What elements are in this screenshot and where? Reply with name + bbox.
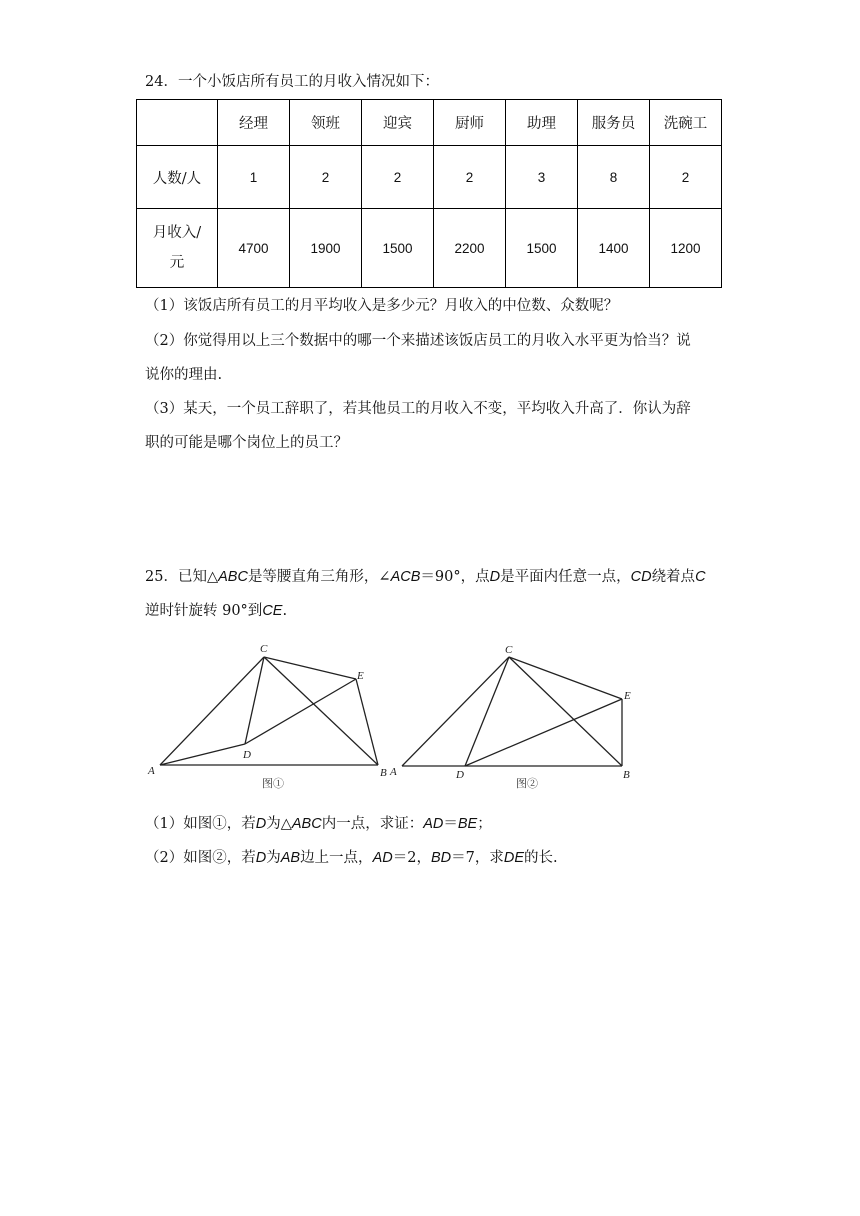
fig1-label-a: A — [148, 765, 155, 777]
math-var: D — [255, 850, 267, 866]
fig2-label-a: A — [390, 766, 397, 778]
question-25-sub2 — [145, 848, 558, 868]
fig1-caption: 图① — [262, 778, 284, 790]
fig2-line-ce — [509, 657, 622, 699]
table-cell: 1500 — [362, 209, 434, 288]
table-header-cell: 洗碗工 — [650, 100, 722, 146]
fig1-label-e: E — [357, 670, 364, 682]
table-cell: 2 — [434, 146, 506, 209]
math-var: D — [255, 816, 267, 832]
text: ＝7，求 — [451, 850, 504, 866]
text: 的长. — [524, 850, 558, 866]
row-label-income-line1: 月收入/ — [152, 225, 202, 241]
text: 内一点，求证： — [321, 816, 424, 832]
row-label-count: 人数/人 — [137, 146, 218, 209]
math-var: DE — [503, 850, 524, 866]
table-cell: 2 — [650, 146, 722, 209]
figure-1 — [160, 657, 378, 765]
fig1-line-cd — [245, 657, 264, 744]
fig2-line-ac — [402, 657, 509, 766]
math-var: AD — [372, 850, 393, 866]
table-cell: 2 — [290, 146, 362, 209]
text: ＝ — [443, 816, 458, 832]
table-cell: 3 — [506, 146, 578, 209]
text: 25．已知△ — [145, 569, 219, 585]
text: 逆时针旋转 90°到 — [145, 603, 263, 619]
fig1-label-b: B — [380, 767, 387, 779]
fig2-label-e: E — [624, 690, 631, 702]
table-cell: 1500 — [506, 209, 578, 288]
question-24-sub2-line2: 说你的理由. — [145, 367, 223, 383]
table-cell: 2 — [362, 146, 434, 209]
math-var: BE — [457, 816, 478, 832]
text: （2）如图②，若 — [145, 850, 256, 866]
math-var: ABC — [291, 816, 322, 832]
table-header-cell: 迎宾 — [362, 100, 434, 146]
math-var: BD — [430, 850, 452, 866]
math-var: CD — [630, 569, 652, 585]
text: . — [282, 603, 288, 619]
fig1-line-ad — [160, 744, 245, 765]
question-24-sub3-line2: 职的可能是哪个岗位上的员工？ — [145, 435, 348, 451]
question-24-sub1: （1）该饭店所有员工的月平均收入是多少元？月收入的中位数、众数呢？ — [145, 298, 619, 314]
table-header-cell: 领班 — [290, 100, 362, 146]
math-var: C — [695, 569, 706, 585]
question-24-stem: 24．一个小饭店所有员工的月收入情况如下： — [145, 74, 439, 90]
math-var: D — [489, 569, 501, 585]
table-header-cell: 助理 — [506, 100, 578, 146]
fig1-line-de — [245, 679, 356, 744]
table-header-cell: 经理 — [218, 100, 290, 146]
fig1-line-eb — [356, 679, 378, 765]
table-header-cell: 厨师 — [434, 100, 506, 146]
fig2-label-b: B — [623, 769, 630, 781]
fig2-caption: 图② — [516, 778, 538, 790]
text: 是平面内任意一点， — [500, 569, 631, 585]
table-cell: 1200 — [650, 209, 722, 288]
table-cell: 2200 — [434, 209, 506, 288]
text: （1）如图①，若 — [145, 816, 256, 832]
math-var: ACB — [390, 569, 421, 585]
text: 为△ — [266, 816, 292, 832]
text: 为 — [266, 850, 281, 866]
table-cell: 1900 — [290, 209, 362, 288]
table-header-cell: 服务员 — [578, 100, 650, 146]
fig1-label-c: C — [260, 643, 268, 655]
question-25-sub1 — [145, 814, 492, 834]
text: ； — [477, 816, 492, 832]
table-cell: 8 — [578, 146, 650, 209]
math-var: AD — [423, 816, 444, 832]
text: 边上一点， — [300, 850, 373, 866]
math-var: AB — [280, 850, 301, 866]
text: 绕着点 — [651, 569, 696, 585]
math-var: CE — [262, 603, 283, 619]
question-24-sub3-line1: （3）某天，一个员工辞职了，若其他员工的月收入不变，平均收入升高了．你认为辞 — [145, 401, 691, 417]
fig2-label-d: D — [456, 769, 464, 781]
fig2-label-c: C — [505, 644, 513, 656]
fig1-line-ce — [264, 657, 356, 679]
row-label-income-line2: 元 — [169, 255, 185, 271]
table-cell: 1400 — [578, 209, 650, 288]
figure-2 — [402, 657, 622, 766]
math-var: ABC — [218, 569, 248, 585]
text: ＝90°，点 — [420, 569, 490, 585]
fig2-line-cb — [509, 657, 622, 766]
text: ＝2， — [392, 850, 431, 866]
question-24-sub2-line1: （2）你觉得用以上三个数据中的哪一个来描述该饭店员工的月收入水平更为恰当？说 — [145, 333, 691, 349]
table-cell: 4700 — [218, 209, 290, 288]
text: 是等腰直角三角形，∠ — [247, 569, 391, 585]
table-cell: 1 — [218, 146, 290, 209]
fig1-label-d: D — [243, 749, 251, 761]
